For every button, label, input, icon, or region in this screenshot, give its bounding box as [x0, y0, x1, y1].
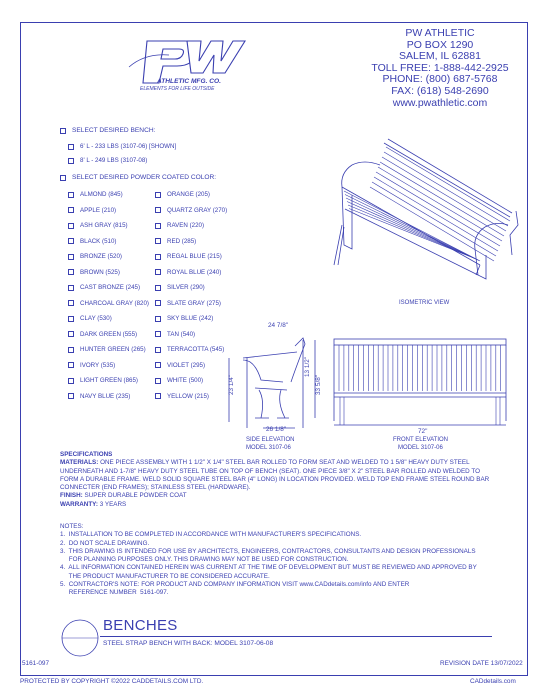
color-option-label: NAVY BLUE (235)	[80, 392, 131, 400]
bench-option-6ft[interactable]: 6' L - 233 LBS (3107-06) [SHOWN]	[68, 143, 176, 150]
checkbox[interactable]	[155, 300, 161, 306]
color-option[interactable]	[68, 284, 140, 291]
revision-date: REVISION DATE 13/07/2022	[440, 660, 523, 667]
note-line: 4. ALL INFORMATION CONTAINED HEREIN WAS CURRENT AT THE TIME OF DEVELOPMENT BUT MUST BE REVIEWED AND APPROVED BY	[60, 564, 477, 572]
back-slat	[380, 162, 504, 236]
note-line: REFERENCE NUMBER 5161-097.	[60, 589, 169, 597]
warranty-label: WARRANTY:	[60, 500, 99, 508]
logo-tagline: ELEMENTS FOR LIFE OUTSIDE	[140, 86, 215, 92]
checkbox[interactable]	[60, 128, 66, 134]
color-option-label: BLACK (510)	[80, 237, 117, 245]
color-option-label: YELLOW (215)	[167, 392, 209, 400]
color-option-label: CLAY (530)	[80, 315, 112, 322]
checkbox[interactable]	[155, 362, 161, 368]
company-name: PW ATHLETIC	[405, 27, 475, 39]
color-option-label: WHITE (500)	[167, 377, 204, 384]
checkbox[interactable]	[68, 144, 74, 150]
note-line: 1. INSTALLATION TO BE COMPLETED IN ACCORDANCE WITH MANUFACTURER'S SPECIFICATIONS.	[60, 531, 362, 539]
notes-heading: NOTES:	[60, 523, 84, 530]
checkbox[interactable]	[68, 223, 74, 229]
checkbox[interactable]	[155, 192, 161, 198]
color-option[interactable]	[155, 377, 203, 384]
note-line: 5. CONTRACTOR'S NOTE: FOR PRODUCT AND COMPANY INFORMATION VISIT www.CADdetails.com/info AND ENTER	[60, 581, 410, 589]
checkbox[interactable]	[60, 175, 66, 181]
color-option-label: LIGHT GREEN (865)	[80, 377, 138, 384]
color-option[interactable]	[68, 393, 130, 400]
checkbox[interactable]	[68, 254, 74, 260]
color-option-label: TAN (540)	[167, 330, 196, 338]
materials-text: ONE PIECE ASSEMBLY WITH 1 1/2" X 1/4" STEEL BAR ROLLED TO FORM SEAT AND WELDED TO 1 5/8" HEAVY DUTY STEEL UNDERNEATH AND 1-7/8" HEAVY DUTY STEEL TUBE ON TOP OF BENCH (SEAT). ONE PIECE 3/8" X 2" STEEL BAR ROLLED AND WELDED TO FORM A DURABLE FRAME. WELD SOLID SQUARE STEEL BAR (4" LONG) IN LOCATION PROVIDED. WELD TOP END FRAME STEEL ROUND BAR CONNECTER (END FRAMES); STAINLESS STEEL (HARDWARE).	[60, 459, 490, 492]
color-option[interactable]	[155, 331, 195, 338]
color-option[interactable]	[68, 362, 115, 369]
side-elevation-model: MODEL 3107-06	[246, 445, 291, 451]
specifications	[60, 451, 490, 509]
warranty-text: 3 YEARS	[99, 500, 127, 508]
color-option[interactable]	[155, 269, 221, 276]
checkbox[interactable]	[68, 300, 74, 306]
color-option-label: CHARCOAL GRAY (820)	[80, 299, 149, 307]
color-option-label: ROYAL BLUE (240)	[167, 268, 222, 276]
checkbox[interactable]	[155, 393, 161, 399]
checkbox[interactable]	[68, 362, 74, 368]
checkbox[interactable]	[155, 238, 161, 244]
color-option[interactable]	[155, 315, 213, 322]
color-option-label: SILVER (290)	[167, 284, 205, 291]
dim-front-width: 72"	[418, 428, 428, 435]
seat-slat	[346, 198, 478, 260]
company-phone: PHONE: (800) 687-5768	[382, 73, 498, 86]
color-option-label: REGAL BLUE (215)	[167, 253, 222, 260]
color-option[interactable]	[155, 253, 222, 260]
company-website[interactable]: www.pwathletic.com	[392, 96, 488, 109]
color-option[interactable]	[68, 346, 146, 353]
finish-label: FINISH:	[60, 492, 83, 500]
color-option-label: HUNTER GREEN (265)	[80, 346, 146, 353]
color-option[interactable]	[68, 269, 120, 276]
color-option-label: BRONZE (520)	[80, 253, 122, 260]
color-option[interactable]	[155, 284, 205, 291]
color-option[interactable]	[155, 362, 205, 369]
subtitle: STEEL STRAP BENCH WITH BACK: MODEL 3107-06-08	[103, 640, 274, 647]
company-address1: PO BOX 1290	[406, 38, 474, 51]
color-option-label: ASH GRAY (815)	[80, 222, 128, 229]
company-toll-free: TOLL FREE: 1-888-442-2925	[371, 61, 509, 74]
front-elevation-model: MODEL 3107-06	[398, 445, 443, 451]
seat-slat	[348, 205, 476, 259]
note-line: THE PRODUCT MANUFACTURER TO BE CONSIDERED ACCURATE.	[60, 572, 270, 580]
color-option[interactable]	[155, 207, 227, 214]
checkbox[interactable]	[155, 347, 161, 353]
company-info	[365, 28, 515, 109]
title-line	[100, 636, 492, 637]
isometric-slats	[344, 147, 510, 261]
company-address2: SALEM, IL 62881	[399, 50, 481, 63]
dim-side-top: 24 7/8"	[268, 322, 289, 329]
color-option[interactable]	[155, 393, 209, 400]
checkbox[interactable]	[68, 378, 74, 384]
seat-slat	[344, 191, 480, 261]
color-option-label: APPLE (210)	[80, 206, 117, 214]
checkbox[interactable]	[68, 393, 74, 399]
caddetails-link[interactable]: CADdetails.com	[470, 678, 516, 685]
checkbox[interactable]	[155, 316, 161, 322]
color-option-label: ORANGE (205)	[167, 191, 210, 198]
color-select-title: SELECT DESIRED POWDER COATED COLOR:	[60, 174, 216, 181]
color-option[interactable]	[68, 191, 123, 198]
color-option[interactable]	[155, 222, 204, 229]
copyright: PROTECTED BY COPYRIGHT ©2022 CADDETAILS.COM LTD.	[20, 678, 204, 685]
checkbox[interactable]	[68, 331, 74, 337]
note-line: 3. THIS DRAWING IS INTENDED FOR USE BY ARCHITECTS, ENGINEERS, CONTRACTORS, CONSULTANTS AND DESIGN PROFESSIONALS	[60, 547, 476, 555]
color-option[interactable]	[68, 300, 149, 307]
company-fax: FAX: (618) 548-2690	[391, 84, 489, 97]
color-option[interactable]	[68, 238, 116, 245]
color-option[interactable]	[68, 207, 116, 214]
color-option-label: QUARTZ GRAY (270)	[167, 206, 228, 214]
checkbox[interactable]	[68, 238, 74, 244]
title: BENCHES	[103, 617, 178, 634]
color-option[interactable]	[155, 191, 210, 198]
logo-brand: ATHLETIC MFG. CO.	[157, 78, 221, 85]
finish-text: SUPER DURABLE POWDER COAT	[84, 492, 187, 500]
checkbox[interactable]	[68, 285, 74, 291]
checkbox[interactable]	[68, 269, 74, 275]
back-slat	[378, 167, 502, 241]
checkbox[interactable]	[155, 254, 161, 260]
dim-side-bottom: 26 1/8"	[266, 426, 287, 433]
back-slat	[376, 172, 500, 246]
color-option-label: ALMOND (845)	[80, 191, 123, 198]
color-option[interactable]	[68, 253, 122, 260]
dim-side-total-height: 33 5/8"	[315, 374, 322, 395]
color-option-label: BROWN (525)	[80, 268, 120, 276]
checkbox[interactable]	[68, 207, 74, 213]
bench-option-8ft[interactable]: 8' L - 249 LBS (3107-08)	[68, 157, 147, 164]
color-option-label: CAST BRONZE (245)	[80, 284, 141, 291]
color-option[interactable]	[68, 377, 138, 384]
color-option-label: RED (285)	[167, 237, 197, 245]
color-option[interactable]	[155, 346, 224, 353]
notes-list	[60, 531, 500, 597]
checkbox[interactable]	[68, 192, 74, 198]
color-option-label: SLATE GRAY (275)	[167, 299, 221, 307]
checkbox[interactable]	[155, 378, 161, 384]
side-elevation-drawing	[225, 330, 325, 440]
front-elevation-drawing	[330, 335, 520, 430]
materials-label: MATERIALS:	[60, 459, 99, 467]
front-elevation-title: FRONT ELEVATION	[393, 437, 449, 443]
color-option-label: VIOLET (295)	[167, 361, 206, 369]
side-elevation-title: SIDE ELEVATION	[246, 437, 295, 443]
note-line: 2. DO NOT SCALE DRAWING.	[60, 539, 150, 547]
dim-side-seat-height: 23 1/4"	[228, 374, 235, 395]
dim-side-back-height: 13 1/2"	[304, 356, 311, 377]
color-option[interactable]	[68, 315, 112, 322]
color-option[interactable]	[155, 300, 221, 307]
color-option-label: IVORY (535)	[80, 361, 116, 369]
seat-slat	[347, 202, 477, 260]
checkbox[interactable]	[68, 347, 74, 353]
isometric-caption: ISOMETRIC VIEW	[399, 300, 450, 306]
title-circle-icon	[60, 618, 100, 658]
color-option-label: RAVEN (220)	[167, 222, 205, 229]
color-option[interactable]	[155, 238, 196, 245]
checkbox[interactable]	[155, 223, 161, 229]
checkbox[interactable]	[155, 285, 161, 291]
bench-select-title: SELECT DESIRED BENCH:	[60, 127, 155, 134]
checkbox[interactable]	[155, 269, 161, 275]
checkbox[interactable]	[155, 331, 161, 337]
color-option-label: TERRACOTTA (545)	[167, 346, 225, 353]
back-slat	[386, 147, 510, 221]
notes	[60, 523, 500, 598]
checkbox[interactable]	[68, 316, 74, 322]
seat-slat	[349, 209, 475, 259]
checkbox[interactable]	[68, 158, 74, 164]
note-line: FOR PLANNING PURPOSES ONLY. THIS DRAWING MAY NOT BE USED FOR CONSTRUCTION.	[60, 556, 349, 564]
color-option-label: DARK GREEN (555)	[80, 330, 138, 338]
checkbox[interactable]	[155, 207, 161, 213]
back-slat	[384, 152, 508, 226]
color-option[interactable]	[68, 331, 137, 338]
color-option-label: SKY BLUE (242)	[167, 315, 214, 322]
specs-heading: SPECIFICATIONS	[60, 451, 113, 458]
reference-number: 5161-097	[22, 660, 50, 667]
isometric-bench-drawing	[330, 125, 525, 285]
front-slats	[339, 345, 501, 425]
color-option[interactable]	[68, 222, 128, 229]
